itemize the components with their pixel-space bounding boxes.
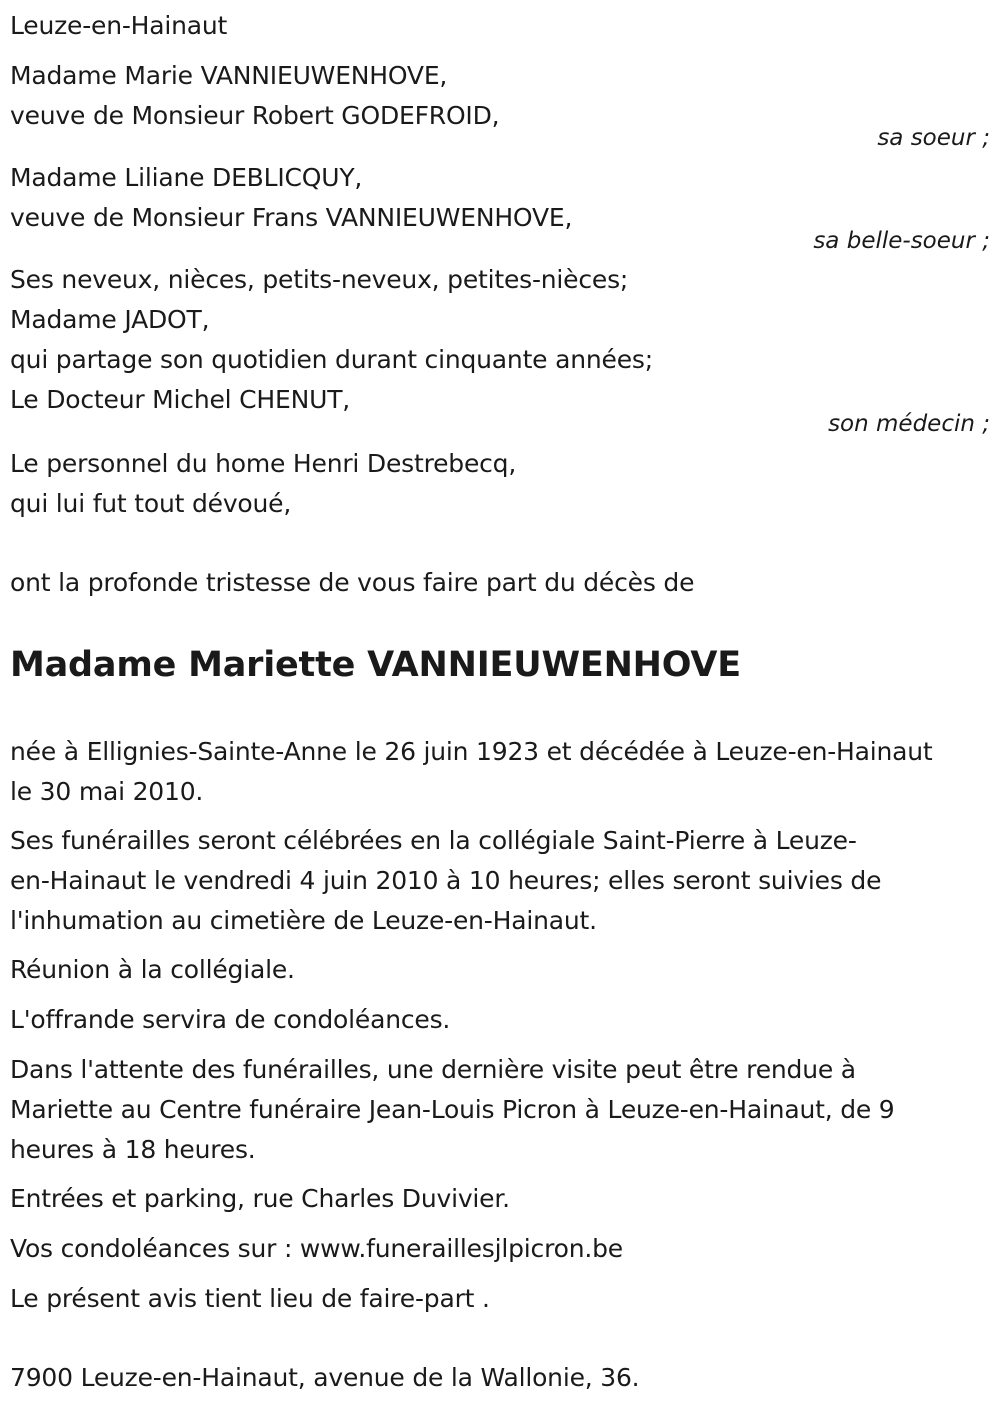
family-line: qui lui fut tout dévoué, [10, 489, 292, 518]
family-nephews-doctor [10, 260, 990, 420]
relation-label: sa soeur ; [877, 125, 990, 151]
parking-text: Entrées et parking, rue Charles Duvivier. [10, 1184, 510, 1213]
parking [10, 1179, 990, 1219]
family-line: veuve de Monsieur Frans VANNIEUWENHOVE, [10, 203, 573, 232]
relation-label: sa belle-soeur ; [813, 228, 990, 254]
paragraph-line: en-Hainaut le vendredi 4 juin 2010 à 10 heures; elles seront suivies de [10, 866, 882, 895]
location-header-text: Leuze-en-Hainaut [10, 11, 228, 40]
family-line: Madame Liliane DEBLICQUY, [10, 163, 363, 192]
relation-doctor [10, 409, 990, 439]
paragraph-line: Ses funérailles seront célébrées en la collégiale Saint-Pierre à Leuze- [10, 826, 857, 855]
address [10, 1358, 990, 1398]
location-header [10, 6, 990, 46]
paragraph-line: l'inhumation au cimetière de Leuze-en-Hainaut. [10, 906, 597, 935]
family-line: Madame JADOT, [10, 305, 210, 334]
family-line: qui partage son quotidien durant cinquante années; [10, 345, 653, 374]
condolences-text: Vos condoléances sur : www.funeraillesjlpicron.be [10, 1234, 623, 1263]
family-line: veuve de Monsieur Robert GODEFROID, [10, 101, 500, 130]
offering [10, 1000, 990, 1040]
family-line: Le Docteur Michel CHENUT, [10, 385, 351, 414]
paragraph-line: née à Ellignies-Sainte-Anne le 26 juin 1923 et décédée à Leuze-en-Hainaut [10, 737, 933, 766]
family-line: Madame Marie VANNIEUWENHOVE, [10, 61, 448, 90]
meeting-text: Réunion à la collégiale. [10, 955, 295, 984]
relation-sister-in-law [10, 226, 990, 256]
announcement-text: ont la profonde tristesse de vous faire part du décès de [10, 568, 695, 597]
relation-label: son médecin ; [828, 411, 990, 437]
paragraph-line: Dans l'attente des funérailles, une dernière visite peut être rendue à [10, 1055, 856, 1084]
condolences [10, 1229, 990, 1269]
visit-details [10, 1050, 990, 1170]
meeting [10, 950, 990, 990]
deceased-name-text: Madame Mariette VANNIEUWENHOVE [10, 645, 741, 685]
paragraph-line: heures à 18 heures. [10, 1135, 256, 1164]
family-line: Ses neveux, nièces, petits-neveux, petites-nièces; [10, 265, 629, 294]
offering-text: L'offrande servira de condoléances. [10, 1005, 451, 1034]
birth-death [10, 732, 990, 812]
address-text: 7900 Leuze-en-Hainaut, avenue de la Wallonie, 36. [10, 1363, 640, 1392]
family-line: Le personnel du home Henri Destrebecq, [10, 449, 517, 478]
funeral-details [10, 821, 990, 941]
paragraph-line: Mariette au Centre funéraire Jean-Louis Picron à Leuze-en-Hainaut, de 9 [10, 1095, 895, 1124]
notice-text: Le présent avis tient lieu de faire-part . [10, 1284, 490, 1313]
relation-sister [10, 123, 990, 153]
deceased-name [10, 640, 990, 690]
family-staff [10, 444, 990, 524]
notice [10, 1279, 990, 1319]
paragraph-line: le 30 mai 2010. [10, 777, 204, 806]
announcement [10, 563, 990, 603]
